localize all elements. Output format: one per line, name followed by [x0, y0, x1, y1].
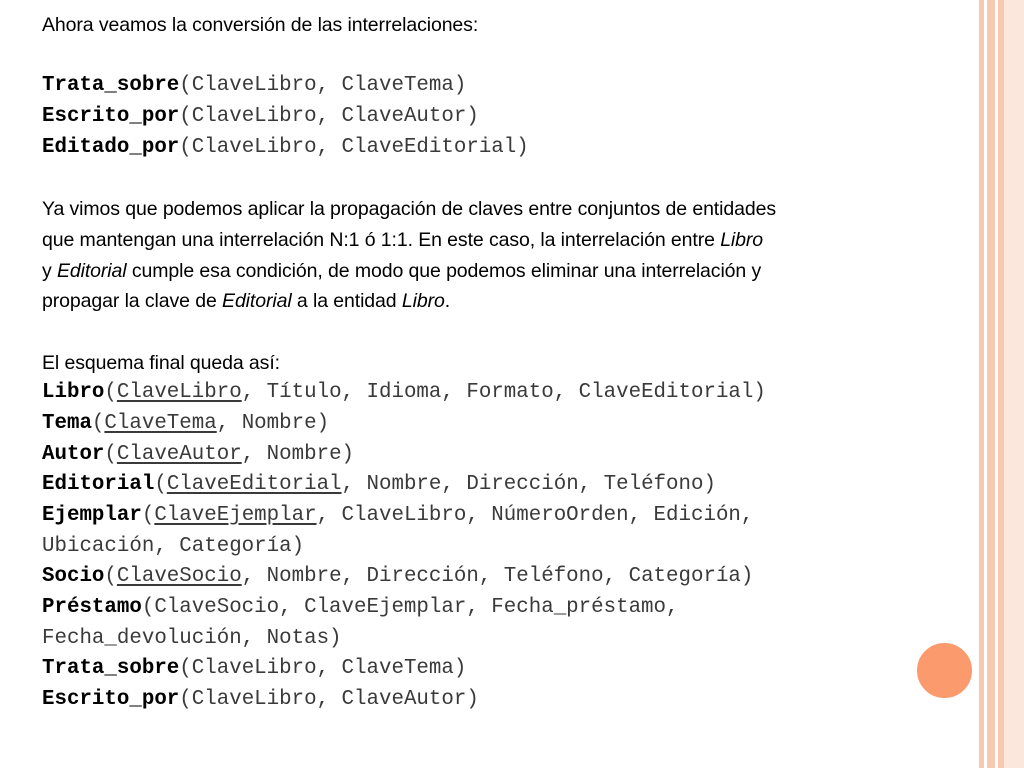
spacer — [42, 163, 942, 194]
spacer — [42, 317, 942, 348]
attributes: Fecha_devolución, Notas) — [42, 626, 342, 650]
paragraph-line-4 — [42, 286, 942, 317]
attributes: , ClaveLibro, NúmeroOrden, Edición, — [316, 504, 754, 527]
attributes: Ubicación, Categoría) — [42, 534, 305, 558]
relation-name: Escrito_por — [42, 105, 180, 129]
entity-name: Ejemplar — [42, 504, 142, 527]
entity-name: Socio — [42, 565, 105, 589]
attributes: , Título, Idioma, Formato, ClaveEditorial) — [241, 381, 766, 405]
decorative-stripe — [1004, 0, 1024, 768]
entity-name: Escrito_por — [42, 688, 180, 712]
primary-key: ClaveLibro — [116, 381, 242, 405]
relation-name: Editado_por — [42, 135, 180, 159]
schema-prestamo-cont — [42, 624, 942, 655]
attributes: , Nombre, Dirección, Teléfono) — [341, 473, 716, 497]
relation-args: (ClaveLibro, ClaveEditorial) — [179, 135, 529, 159]
attributes: (ClaveLibro, ClaveTema) — [179, 657, 467, 681]
schema-socio — [42, 562, 942, 593]
paren: ( — [104, 381, 117, 405]
relation-args: (ClaveLibro, ClaveAutor) — [179, 105, 479, 129]
attributes: , Nombre) — [241, 442, 355, 466]
paren: ( — [104, 442, 117, 466]
paragraph-italic: Libro — [720, 228, 764, 251]
paragraph-italic: Editorial — [56, 259, 127, 282]
primary-key: ClaveEditorial — [166, 473, 342, 497]
paragraph-text: y — [42, 259, 57, 282]
paragraph-line-2 — [42, 225, 942, 256]
relation-escrito-por — [42, 102, 942, 133]
schema-ejemplar-cont — [42, 532, 942, 563]
decorative-stripe — [987, 0, 995, 768]
entity-name: Préstamo — [42, 596, 142, 620]
entity-name: Trata_sobre — [42, 657, 180, 681]
relation-name: Trata_sobre — [42, 74, 180, 98]
paren: ( — [104, 565, 117, 589]
attributes: (ClaveSocio, ClaveEjemplar, Fecha_préstamo, — [141, 596, 679, 620]
schema-intro: El esquema final queda así: — [42, 351, 280, 374]
paragraph-italic: Libro — [401, 290, 445, 313]
schema-editorial — [42, 470, 942, 501]
schema-prestamo — [42, 593, 942, 624]
paragraph-text: propagar la clave de — [42, 290, 223, 313]
attributes: , Nombre) — [216, 411, 330, 435]
schema-tema — [42, 409, 942, 440]
schema-ejemplar — [42, 501, 942, 532]
relation-args: (ClaveLibro, ClaveTema) — [179, 74, 467, 98]
paragraph-italic: Editorial — [222, 290, 292, 313]
paragraph-text: Ya vimos que podemos aplicar la propagación de claves entre conjuntos de entidades — [42, 198, 776, 221]
paragraph-text: cumple esa condición, de modo que podemos eliminar una interrelación y — [126, 259, 762, 282]
relation-trata-sobre — [42, 71, 942, 102]
spacer — [42, 41, 942, 72]
intro-text: Ahora veamos la conversión de las interrelaciones: — [42, 14, 479, 36]
paren: ( — [154, 473, 167, 497]
attributes: , Nombre, Dirección, Teléfono, Categoría) — [241, 565, 754, 589]
schema-trata-sobre — [42, 654, 942, 685]
paragraph-text: que mantengan una interrelación N:1 ó 1:1. En este caso, la interrelación entre — [42, 228, 721, 251]
paragraph-text: . — [444, 290, 451, 313]
paragraph-line-1 — [42, 194, 942, 225]
entity-name: Editorial — [42, 473, 155, 497]
entity-name: Tema — [42, 411, 92, 435]
paragraph-line-3 — [42, 256, 942, 287]
paren: ( — [91, 411, 105, 435]
paragraph-text: a la entidad — [291, 290, 402, 313]
primary-key: ClaveAutor — [116, 442, 242, 466]
schema-libro — [42, 378, 942, 409]
primary-key: ClaveTema — [104, 411, 217, 435]
primary-key: ClaveEjemplar — [154, 504, 317, 527]
entity-name: Autor — [42, 442, 105, 466]
primary-key: ClaveSocio — [116, 565, 242, 589]
slide-content — [42, 10, 942, 716]
entity-name: Libro — [42, 381, 105, 405]
schema-autor — [42, 440, 942, 471]
relation-editado-por — [42, 133, 942, 164]
paren: ( — [141, 504, 155, 527]
schema-escrito-por — [42, 685, 942, 716]
attributes: (ClaveLibro, ClaveAutor) — [179, 688, 479, 712]
